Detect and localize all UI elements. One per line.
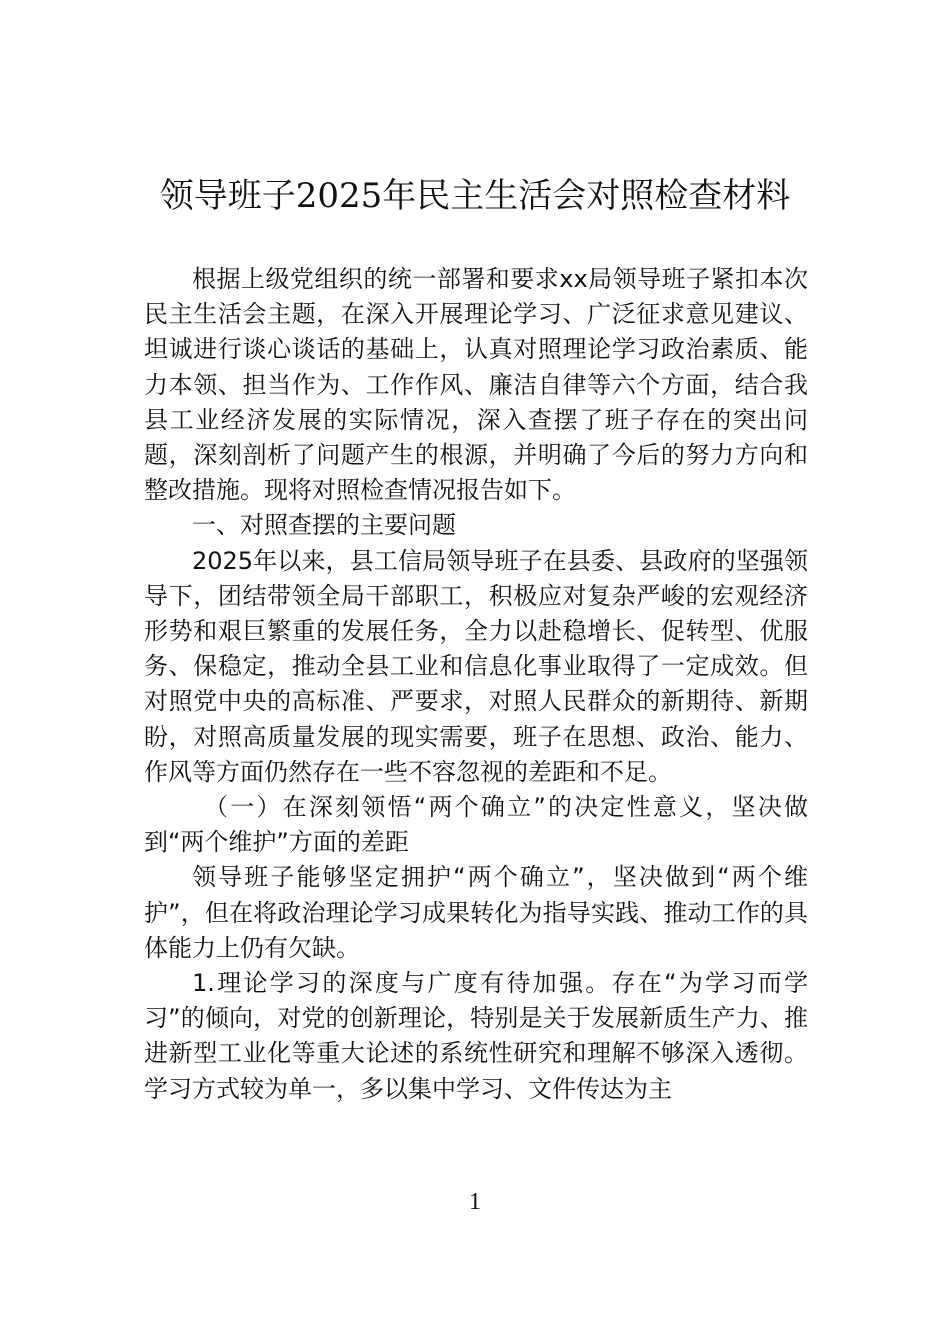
section-heading-1: 一、对照查摆的主要问题 bbox=[192, 511, 456, 540]
subsection-heading-1: （一）在深刻领悟“两个确立”的决定性意义，坚决做到“两个维护”方面的差距 bbox=[144, 793, 808, 857]
intro-paragraph: 根据上级党组织的统一部署和要求xx局领导班子紧扣本次民主生活会主题，在深入开展理论学习、广泛征求意见建议、坦诚进行谈心谈话的基础上，认真对照理论学习政治素质、能力本领、担当作为、工作作风、廉洁自律等六个方面，结合我县工业经济发展的实际情况，深入查摆了班子存在的突出问题，深刻剖析了问题产生的根源，并明确了今后的努力方向和整改措施。现将对照检查情况报告如下。 bbox=[144, 265, 808, 505]
numbered-paragraph-1: 1.理论学习的深度与广度有待加强。存在“为学习而学习”的倾向，对党的创新理论，特别是关于发展新质生产力、推进新型工业化等重大论述的系统性研究和理解不够深入透彻。学习方式较为单一，多以集中学习、文件传达为主 bbox=[144, 969, 808, 1103]
page-number: 1 bbox=[469, 1189, 481, 1215]
document-title: 领导班子2025年民主生活会对照检查材料 bbox=[159, 176, 791, 216]
document-body bbox=[144, 262, 808, 1107]
overview-paragraph: 2025年以来，县工信局领导班子在县委、县政府的坚强领导下，团结带领全局干部职工，积极应对复杂严峻的宏观经济形势和艰巨繁重的发展任务，全力以赴稳增长、促转型、优服务、保稳定，推动全县工业和信息化事业取得了一定成效。但对照党中央的高标准、严要求，对照人民群众的新期待、新期盼，对照高质量发展的现实需要，班子在思想、政治、能力、作风等方面仍然存在一些不容忽视的差距和不足。 bbox=[144, 546, 808, 786]
subsection-paragraph: 领导班子能够坚定拥护“两个确立”，坚决做到“两个维护”，但在将政治理论学习成果转化为指导实践、推动工作的具体能力上仍有欠缺。 bbox=[144, 863, 808, 962]
